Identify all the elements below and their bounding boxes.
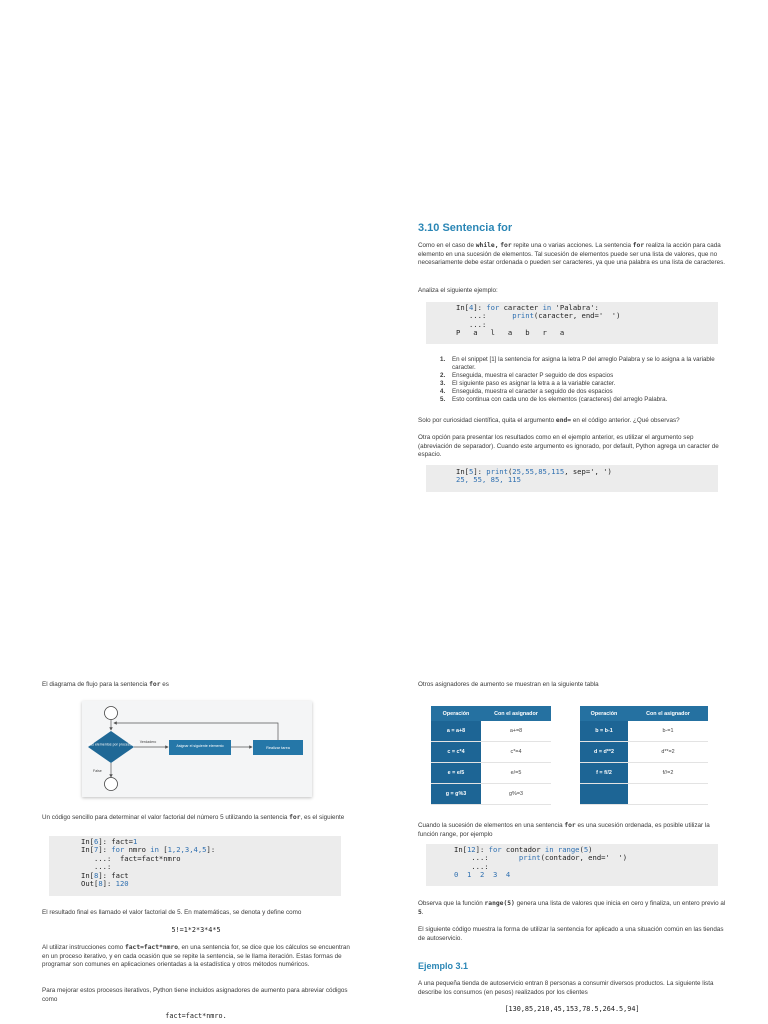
end-node <box>105 778 118 791</box>
sucesion-paragraph: Cuando la sucesión de elementos en una sentencia for es una sucesión ordenada, es posible utilizar la función range, por ejemplo <box>418 822 710 838</box>
decision-label: Más elementos por procesar? <box>87 742 135 747</box>
section-heading-for: 3.10 Sentencia for <box>418 222 513 234</box>
assign-table-right <box>580 706 708 805</box>
list-item: 5. Esto continua con cada uno de los elementos (caracteres) del arreglo Palabra. <box>440 396 668 404</box>
assign-label: Asignar el siguiente elemento <box>176 744 224 748</box>
factorial-formula: 5!=1*2*3*4*5 <box>171 926 221 934</box>
flowchart-for <box>82 701 312 797</box>
table-row: e = e/5 e/=5 <box>431 763 551 784</box>
list-item: 3. El siguiente paso es asignar la letra a a la variable caracter. <box>440 380 616 388</box>
header-operacion: Operación <box>431 706 481 721</box>
factorial-intro: Un código sencillo para determinar el valor factorial del número 5 utilizando la sentencia for, es el siguiente <box>42 814 345 821</box>
list-item: 1. En el snippet [1] la sentencia for asigna la letra P del arreglo Palabra y se lo asigna a la variable caracter. <box>440 356 715 372</box>
table-row: b = b-1 b-=1 <box>580 721 708 742</box>
no-label: False <box>93 769 102 773</box>
code-block-range: In[12]: for contador in range(5) ...: print(contador, end=' ') ...: 0 1 2 3 4 <box>426 844 718 886</box>
explanation-list <box>438 356 726 405</box>
assign-table-left <box>431 706 551 805</box>
flowchart-graphic <box>82 701 312 797</box>
list-item: 2. Enseguida, muestra el caracter P seguido de dos espacios <box>440 372 614 380</box>
fact-formula: fact=fact*nmro. <box>165 1012 227 1020</box>
start-node <box>105 707 118 720</box>
sep-paragraph: Otra opción para presentar los resultados como en el ejemplo anterior, es utilizar el argumento sep (abreviación de separador). Cuando este argumento es ignorado, por default, Python agrega un caracter de espacio. <box>418 434 719 459</box>
yes-label: Verdadero <box>139 740 157 744</box>
code-block-print-sep: In[5]: print(25,55,85,115, sep=', ') 25, 55, 85, 115 <box>426 465 718 492</box>
iterativo-paragraph: Al utilizar instrucciones como fact=fact*nmro, en una sentencia for, se dice que los cálculos se encuentran en un proceso iterativo, y en cada ocasión que se repite la sentencia, se le llama iteración. Estas formas de programar son comunes en aplicaciones orientadas a la estadística y otros métodos numéricos. <box>42 944 350 969</box>
diagram-intro: El diagrama de flujo para la sentencia for es <box>42 681 169 688</box>
siguiente-paragraph: El siguiente código muestra la forma de utilizar la sentencia for aplicado a una situación común en las tiendas de autoservicio. <box>418 926 724 942</box>
header-asignador: Con el asignador <box>481 706 551 721</box>
header-operacion: Operación <box>580 706 628 721</box>
table-row: d = d**2 d**=2 <box>580 742 708 763</box>
table-row: g = g%3 g%=3 <box>431 784 551 805</box>
decision-node <box>88 731 134 763</box>
curiosidad-text: Solo por curiosidad científica, quita el argumento end= en el código anterior. ¿Qué observas? <box>418 417 680 424</box>
table-row: a = a+8 a+=8 <box>431 721 551 742</box>
observa-paragraph: Observa que la función range(5) genera una lista de valores que inicia en cero y finaliza, un entero previo al 5. <box>418 900 726 916</box>
table-row: c = c*4 c*=4 <box>431 742 551 763</box>
consumos-list: [130,85,210,45,153,78.5,264.5,94] <box>504 1005 640 1013</box>
task-label: Realizar tarea <box>266 746 290 750</box>
table-row: f = f//2 f//=2 <box>580 763 708 784</box>
ejemplo-paragraph: A una pequeña tienda de autoservicio entran 8 personas a consumir diversos productos. La siguiente lista describe los consumos (en pesos) realizados por los clientes <box>418 980 714 996</box>
list-item: 4. Enseguida, muestra el caracter a seguido de dos espacios <box>440 388 613 396</box>
table-row <box>580 784 708 805</box>
otros-text: Otros asignadores de aumento se muestran en la siguiente tabla <box>418 681 599 688</box>
mejorar-paragraph: Para mejorar estos procesos iterativos, Python tiene incluidos asignadores de aumento para abreviar códigos como <box>42 987 348 1003</box>
header-asignador: Con el asignador <box>628 706 708 721</box>
ejemplo-heading: Ejemplo 3.1 <box>418 961 469 971</box>
resultado-text: El resultado final es llamado el valor factorial de 5. En matemáticas, se denota y define como <box>42 909 302 916</box>
analiza-text: Analiza el siguiente ejemplo: <box>418 287 498 294</box>
code-block-for-palabra: In[4]: for caracter in 'Palabra': ...: print(caracter, end=' ') ...: P a l a b r a <box>426 302 718 344</box>
code-block-factorial: In[6]: fact=1 In[7]: for nmro in [1,2,3,4,5]: ...: fact=fact*nmro ...: In[8]: fact Out[8]: 120 <box>49 836 341 896</box>
intro-paragraph: Como en el caso de while, for repite una o varias acciones. La sentencia for realiza la acción para cada elemento en una sucesión de elementos. Tal sucesión de elementos puede ser una lista de valores, que no necesariamente debe estar ordenada o pueden ser caracteres, ya que una palabra es una lista de caracteres. <box>418 242 725 267</box>
